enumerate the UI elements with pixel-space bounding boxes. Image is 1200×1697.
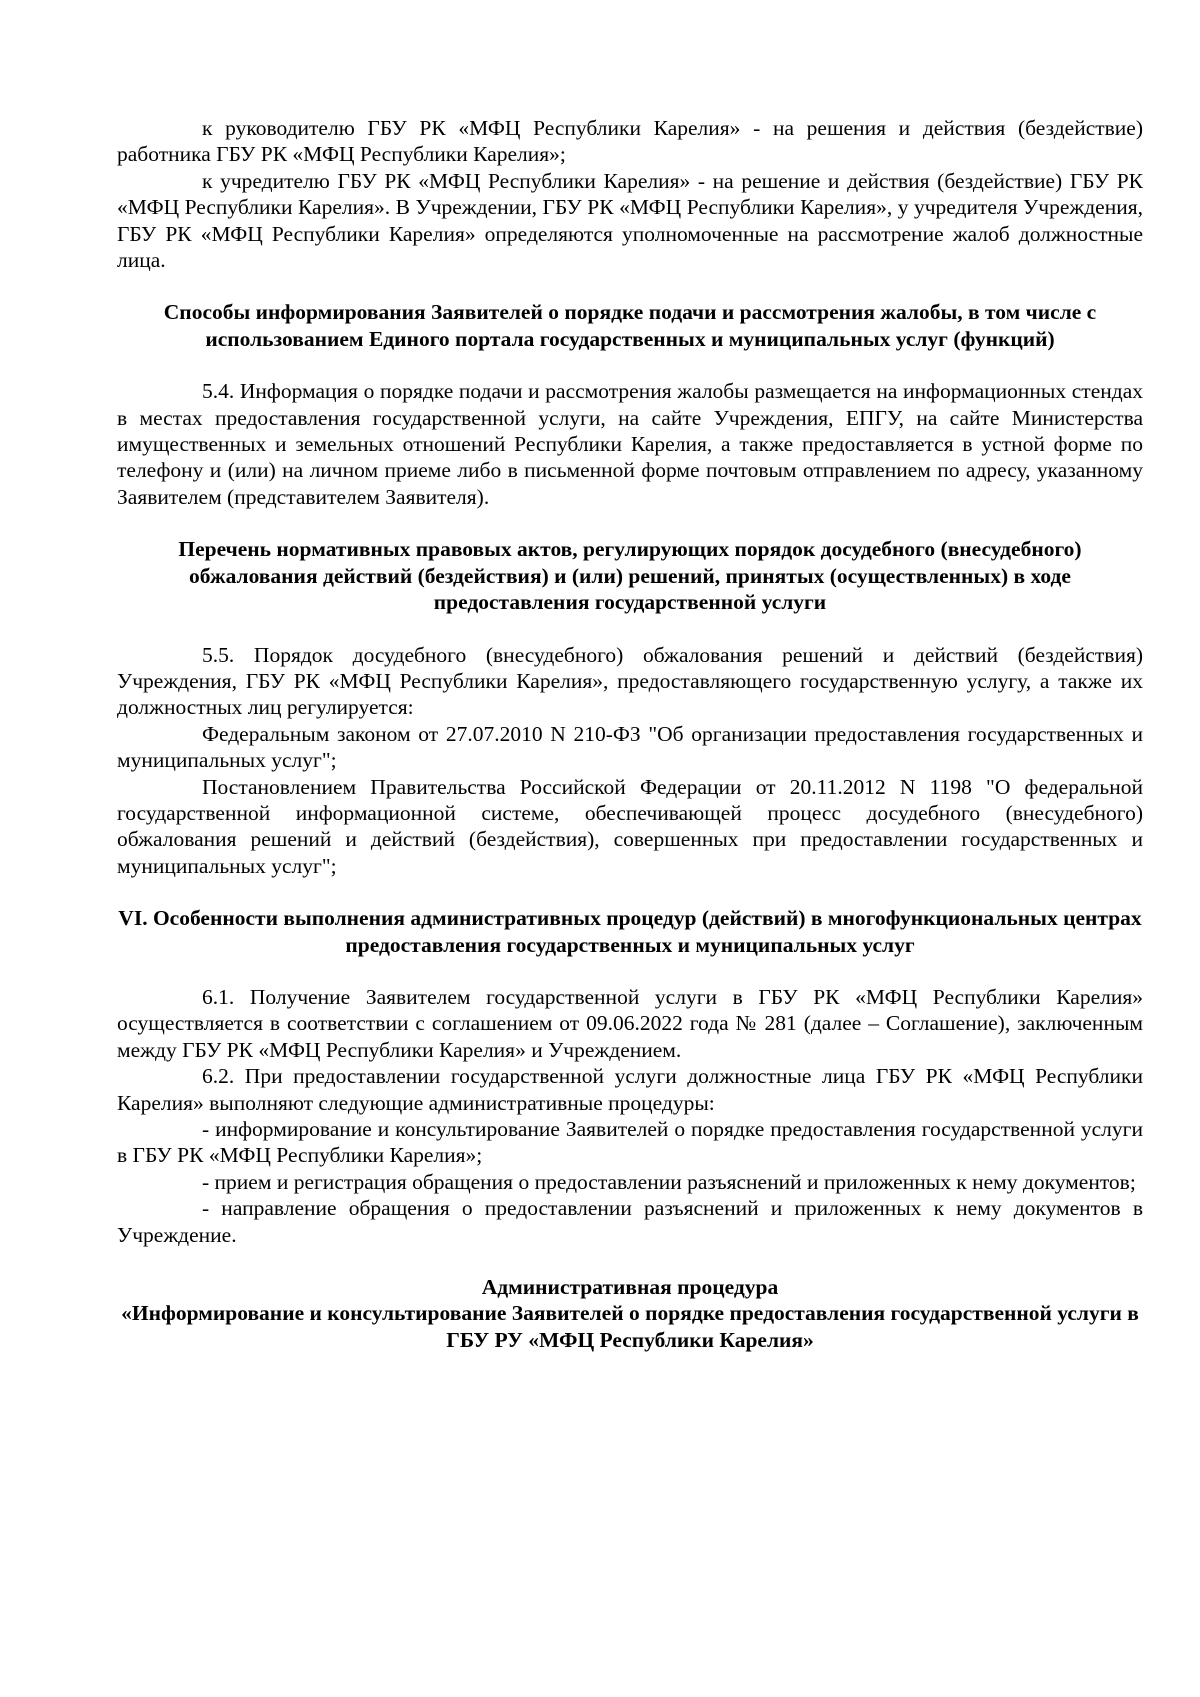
paragraph: - прием и регистрация обращения о предоставлении разъяснений и приложенных к нему документов; xyxy=(202,1169,1136,1194)
spacer xyxy=(117,352,1143,378)
paragraph: к учредителю ГБУ РК «МФЦ Республики Карелия» - на решение и действия (бездействие) ГБУ РК «МФЦ Республики Карелия». В Учреждении, ГБУ РК «МФЦ Республики Карелия», у учредителя Учреждения, ГБУ РК «МФЦ Республики Карелия» определяются уполномоченные на рассмотрение жалоб должностные лица. xyxy=(117,168,1143,273)
spacer xyxy=(117,879,1143,905)
paragraph: к руководителю ГБУ РК «МФЦ Республики Карелия» - на решения и действия (бездействие) работника ГБУ РК «МФЦ Республики Карелия»; xyxy=(117,116,1143,167)
section-heading: Административная процедура xyxy=(481,1275,779,1300)
document-page xyxy=(117,115,1143,1353)
paragraph: Постановлением Правительства Российской Федерации от 20.11.2012 N 1198 "О федеральной государственной информационной системе, обеспечивающей процесс досудебного (внесудебного) обжалования решений и действий (бездействия), совершенных при предоставлении государственных и муниципальных услуг"; xyxy=(117,774,1143,878)
spacer xyxy=(117,958,1143,984)
paragraph: - направление обращения о предоставлении разъяснений и приложенных к нему документов в Учреждение. xyxy=(117,1196,1143,1247)
section-heading: «Информирование и консультирование Заявителей о порядке предоставления государственной услуги в ГБУ РУ «МФЦ Республики Карелия» xyxy=(121,1301,1139,1352)
spacer xyxy=(117,1248,1143,1274)
spacer xyxy=(117,273,1143,299)
paragraph: 6.2. При предоставлении государственной услуги должностные лица ГБУ РК «МФЦ Республики Карелия» выполняют следующие административные процедуры: xyxy=(117,1064,1143,1115)
spacer xyxy=(117,616,1143,642)
paragraph: 5.4. Информация о порядке подачи и рассмотрения жалобы размещается на информационных стендах в местах предоставления государственной услуги, на сайте Учреждения, ЕПГУ, на сайте Министерства имущественных и земельных отношений Республики Карелия, а также предоставляется в устной форме по телефону и (или) на личном приеме либо в письменной форме почтовым отправлением по адресу, указанному Заявителем (представителем Заявителя). xyxy=(117,379,1143,509)
paragraph: 6.1. Получение Заявителем государственной услуги в ГБУ РК «МФЦ Республики Карелия» осуществляется в соответствии с соглашением от 09.06.2022 года № 281 (далее – Соглашение), заключенным между ГБУ РК «МФЦ Республики Карелия» и Учреждением. xyxy=(117,984,1143,1062)
section-heading: Перечень нормативных правовых актов, регулирующих порядок досудебного (внесудебного) обжалования действий (бездействия) и (или) решений, принятых (осуществленных) в ходе предоставления государственной услуги xyxy=(178,537,1082,615)
paragraph: Федеральным законом от 27.07.2010 N 210-ФЗ "Об организации предоставления государственных и муниципальных услуг"; xyxy=(117,721,1143,773)
paragraph: - информирование и консультирование Заявителей о порядке предоставления государственной услуги в ГБУ РК «МФЦ Республики Карелия»; xyxy=(117,1117,1143,1168)
section-heading: VI. Особенности выполнения административных процедур (действий) в многофункциональных центрах предоставления государственных и муниципальных услуг xyxy=(118,906,1142,957)
paragraph: 5.5. Порядок досудебного (внесудебного) обжалования решений и действий (бездействия) Учреждения, ГБУ РК «МФЦ Республики Карелия», предоставляющего государственную услугу, а также их должностных лиц регулируется: xyxy=(117,642,1143,720)
section-heading: Способы информирования Заявителей о порядке подачи и рассмотрения жалобы, в том числе с использованием Единого портала государственных и муниципальных услуг (функций) xyxy=(163,300,1097,351)
spacer xyxy=(117,510,1143,536)
